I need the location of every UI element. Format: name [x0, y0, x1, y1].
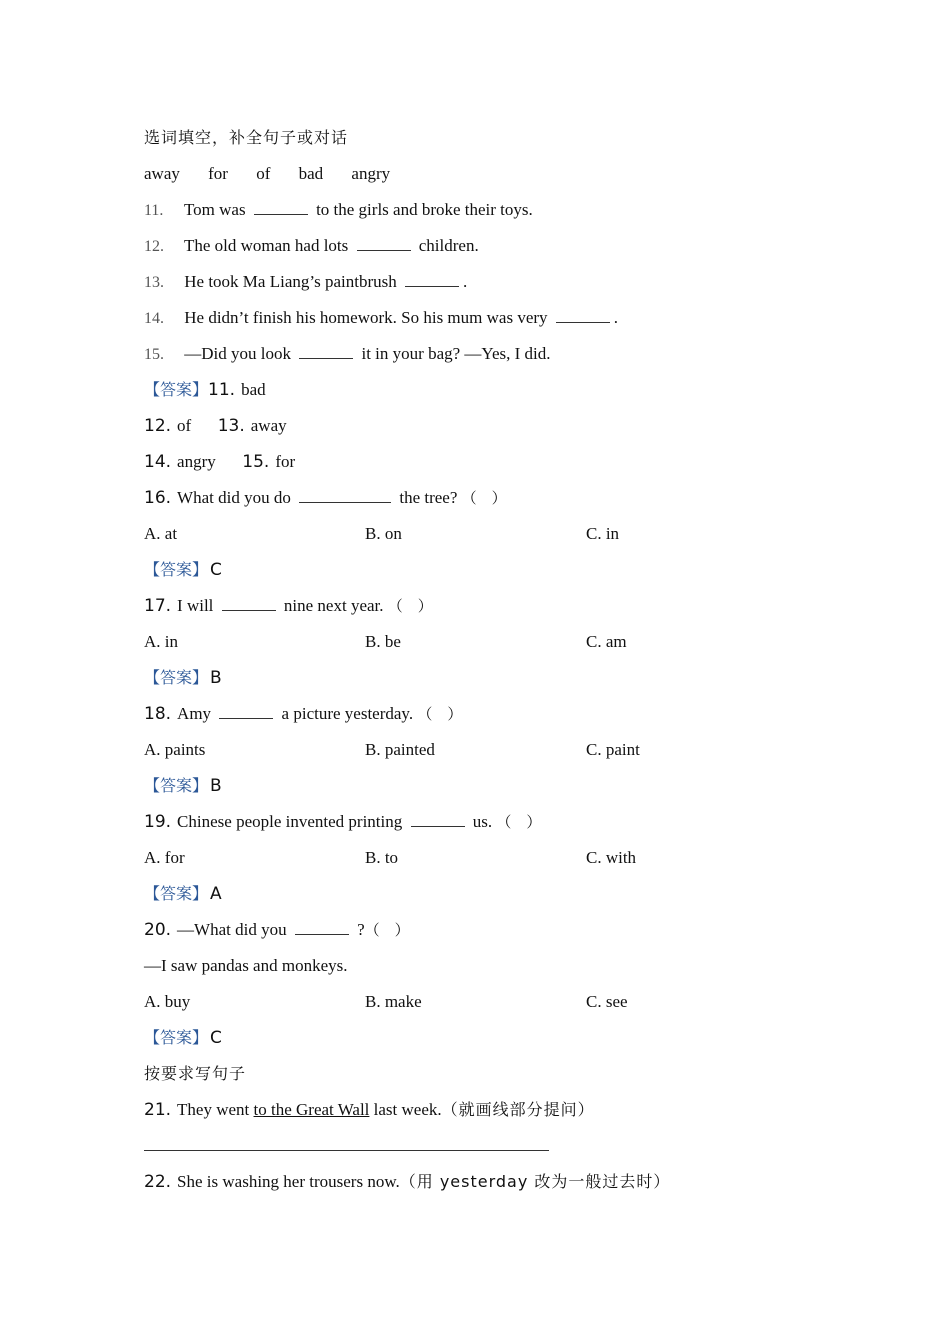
answer-line-16 [144, 552, 824, 588]
answer-parentheses: （ ） [461, 489, 507, 507]
answer-value: A [210, 884, 222, 904]
option-b[interactable]: B. make [365, 992, 422, 1011]
question-text: —What did you [177, 920, 287, 939]
answer-number: 12. [144, 416, 172, 436]
question-17 [144, 588, 824, 624]
options-17 [144, 624, 824, 660]
option-a[interactable]: A. at [144, 524, 178, 543]
answer-blank[interactable] [299, 484, 391, 503]
options-18 [144, 732, 824, 768]
option-c[interactable]: C. in [586, 524, 620, 543]
answer-blank[interactable] [405, 268, 459, 287]
question-text: —Did you look [184, 344, 291, 363]
question-12 [144, 228, 824, 264]
option-c[interactable]: C. with [586, 848, 637, 867]
answer-value: B [210, 668, 222, 688]
underlined-phrase: to the Great Wall [253, 1100, 370, 1119]
option-a[interactable]: A. paints [144, 740, 206, 759]
question-number: 21. [144, 1100, 172, 1120]
question-text: . [462, 272, 468, 291]
option-b[interactable]: B. to [365, 848, 399, 867]
answer-blank[interactable] [295, 916, 349, 935]
question-text: Tom was [183, 200, 246, 219]
answer-value: bad [241, 380, 266, 399]
document-page [144, 120, 824, 1200]
answer-number: 15. [242, 452, 270, 472]
option-b[interactable]: B. on [365, 524, 402, 543]
answer-blank[interactable] [556, 304, 610, 323]
answer-blank[interactable] [254, 196, 308, 215]
answer-parentheses: （ ） [387, 597, 433, 615]
answer-number: 13. [217, 416, 245, 436]
question-number: 12. [144, 238, 164, 255]
question-text: . [613, 308, 619, 327]
answer-tag: 【答案】 [144, 560, 209, 579]
answer-line-11 [144, 372, 824, 408]
option-a[interactable]: A. buy [144, 992, 191, 1011]
question-21 [144, 1092, 824, 1128]
option-a[interactable]: A. in [144, 632, 178, 651]
question-number: 17. [144, 596, 172, 616]
question-text: Chinese people invented printing [177, 812, 403, 831]
answer-blank[interactable] [299, 340, 353, 359]
answer-line-21 [144, 1128, 824, 1164]
option-a[interactable]: A. for [144, 848, 185, 867]
answer-blank[interactable] [222, 592, 276, 611]
question-text: ? [357, 920, 365, 939]
answer-line-14-15 [144, 444, 824, 480]
answer-tag: 【答案】 [144, 776, 209, 795]
answer-value: B [210, 776, 222, 796]
question-number: 15. [144, 346, 164, 363]
question-number: 16. [144, 488, 172, 508]
question-number: 14. [144, 310, 164, 327]
answer-line-17 [144, 660, 824, 696]
answer-writing-line[interactable] [144, 1132, 549, 1151]
answer-tag: 【答案】 [144, 884, 209, 903]
answer-line-18 [144, 768, 824, 804]
question-20 [144, 912, 824, 948]
question-number: 11. [144, 202, 164, 219]
option-c[interactable]: C. am [586, 632, 627, 651]
word-bank-item: of [256, 164, 271, 183]
question-20-reply: —I saw pandas and monkeys. [144, 956, 348, 975]
question-text: What did you do [177, 488, 291, 507]
section-heading-rewrite: 按要求写句子 [144, 1064, 247, 1083]
question-text: Amy [177, 704, 212, 723]
answer-value: angry [177, 452, 216, 471]
question-number: 19. [144, 812, 172, 832]
option-c[interactable]: C. see [586, 992, 628, 1011]
answer-value: for [275, 452, 296, 471]
question-22 [144, 1164, 824, 1200]
question-text: He didn’t finish his homework. So his mum was very [184, 308, 548, 327]
answer-parentheses: （ ） [417, 705, 463, 723]
question-text: to the girls and broke their toys. [316, 200, 533, 219]
option-b[interactable]: B. painted [365, 740, 435, 759]
answer-tag: 【答案】 [144, 1028, 209, 1047]
answer-value: C [210, 1028, 222, 1048]
word-bank-item: bad [298, 164, 324, 183]
question-16 [144, 480, 824, 516]
question-text: a picture yesterday. [281, 704, 414, 723]
answer-blank[interactable] [219, 700, 273, 719]
option-b[interactable]: B. be [365, 632, 401, 651]
question-18 [144, 696, 824, 732]
question-text: She is washing her trousers now. [177, 1172, 400, 1191]
word-bank-item: angry [351, 164, 391, 183]
question-number: 18. [144, 704, 172, 724]
question-15 [144, 336, 824, 372]
answer-blank[interactable] [357, 232, 411, 251]
answer-tag: 【答案】 [144, 668, 209, 687]
options-20 [144, 984, 824, 1020]
options-16 [144, 516, 824, 552]
question-text: The old woman had lots [183, 236, 349, 255]
question-instruction: （用 yesterday 改为一般过去时） [399, 1172, 671, 1191]
question-11 [144, 192, 824, 228]
options-19 [144, 840, 824, 876]
answer-parentheses: （ ） [496, 813, 542, 831]
question-text: nine next year. [283, 596, 384, 615]
question-13 [144, 264, 824, 300]
answer-line-12-13 [144, 408, 824, 444]
question-text: us. [472, 812, 493, 831]
answer-line-19 [144, 876, 824, 912]
question-instruction: （就画线部分提问） [441, 1100, 595, 1119]
answer-line-20 [144, 1020, 824, 1056]
question-number: 22. [144, 1172, 172, 1192]
answer-number: 14. [144, 452, 172, 472]
word-bank-item: away [144, 164, 180, 183]
question-19 [144, 804, 824, 840]
question-text: the tree? [399, 488, 458, 507]
word-bank [144, 156, 824, 192]
question-text: They went [177, 1100, 250, 1119]
question-number: 13. [144, 274, 164, 291]
section-heading-fill-in: 选词填空，补全句子或对话 [144, 128, 349, 147]
answer-value: C [210, 560, 222, 580]
question-text: it in your bag? —Yes, I did. [361, 344, 551, 363]
answer-value: of [177, 416, 192, 435]
question-text: last week. [373, 1100, 442, 1119]
answer-parentheses: （ ） [364, 921, 410, 939]
question-number: 20. [144, 920, 172, 940]
answer-tag: 【答案】 [144, 380, 209, 399]
question-text: children. [418, 236, 479, 255]
question-14 [144, 300, 824, 336]
word-bank-item: for [208, 164, 228, 183]
answer-blank[interactable] [411, 808, 465, 827]
answer-value: away [250, 416, 287, 435]
question-text: He took Ma Liang’s paintbrush [184, 272, 397, 291]
question-text: I will [177, 596, 214, 615]
option-c[interactable]: C. paint [586, 740, 640, 759]
answer-number: 11. [208, 380, 236, 400]
